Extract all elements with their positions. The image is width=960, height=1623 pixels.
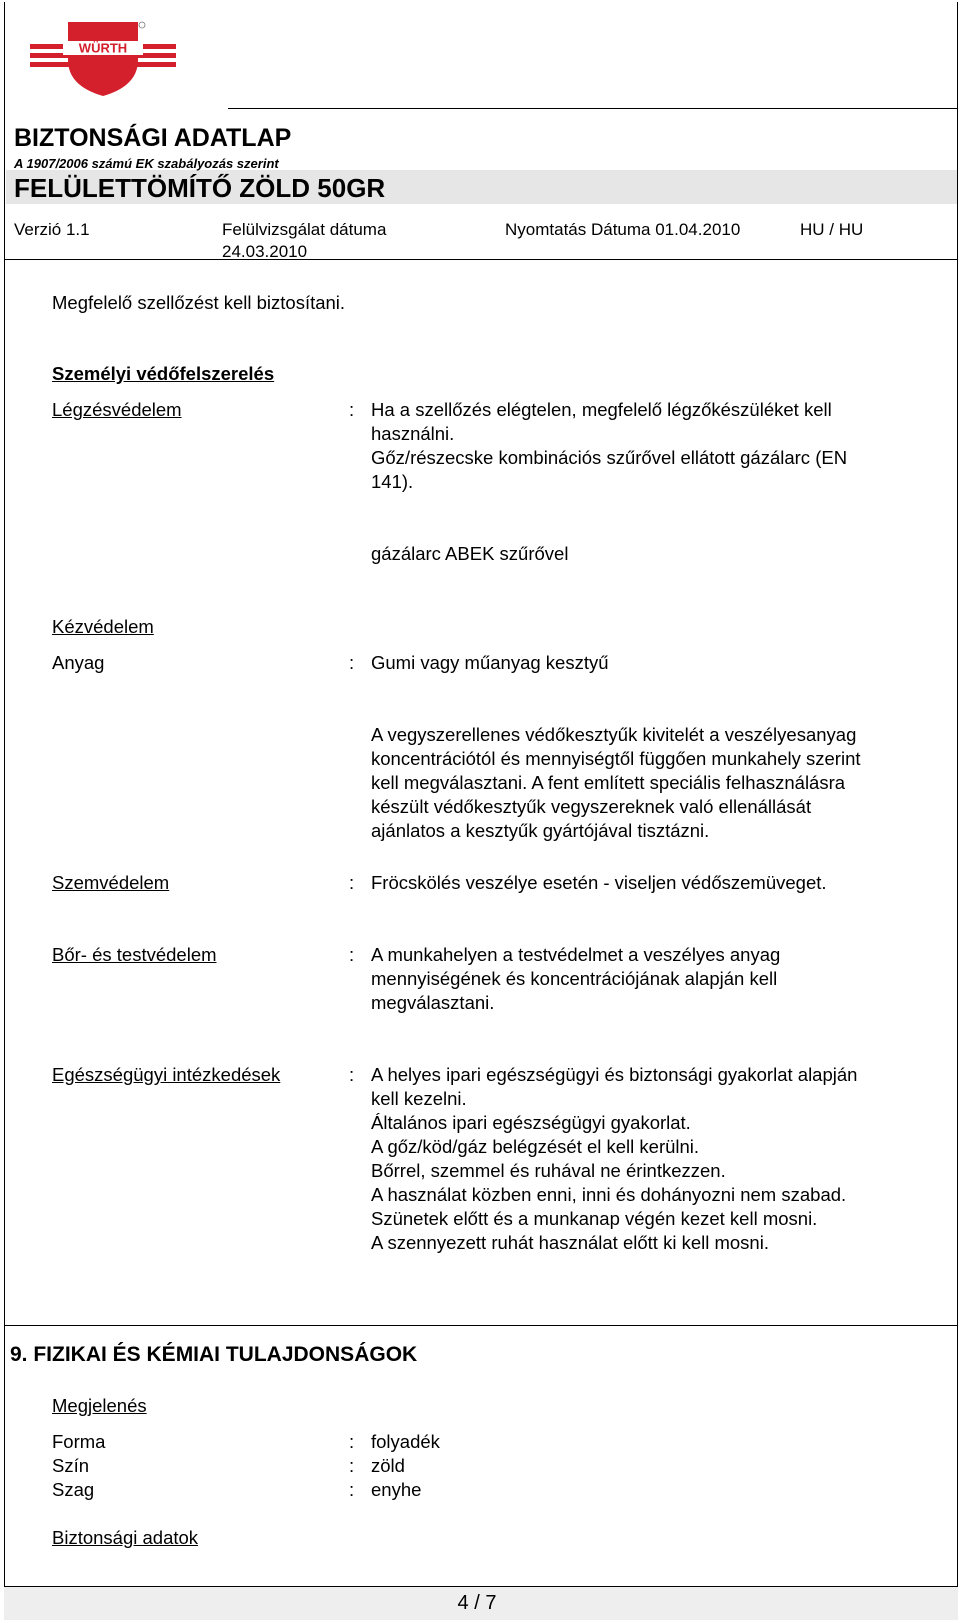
skin-line: A munkahelyen a testvédelmet a veszélyes anyag (371, 944, 781, 965)
colon: : (349, 399, 355, 420)
hygiene-label: Egészségügyi intézkedések (52, 1064, 281, 1085)
ppe-heading: Személyi védőfelszerelés (52, 363, 275, 384)
wurth-logo (30, 20, 176, 98)
hygiene-line: A használat közben enni, inni és dohányozni nem szabad. (371, 1184, 847, 1205)
glove-note (371, 723, 931, 843)
colon: : (349, 872, 355, 893)
hygiene-line: Szünetek előtt és a munkanap végén kezet kell mosni. (371, 1208, 818, 1229)
form-label: Forma (52, 1431, 106, 1452)
glove-note-line: A vegyszerellenes védőkesztyűk kivitelét a veszélyesanyag (371, 724, 857, 745)
hygiene-line: A szennyezett ruhát használat előtt ki kell mosni. (371, 1232, 769, 1253)
colon: : (349, 944, 355, 965)
doc-title: BIZTONSÁGI ADATLAP (14, 124, 292, 152)
hygiene-line: Általános ipari egészségügyi gyakorlat. (371, 1112, 691, 1133)
eye-value: Fröcskölés veszélye esetén - viseljen védőszemüveget. (371, 872, 827, 893)
color-value: zöld (371, 1455, 405, 1476)
respiratory-line: használni. (371, 423, 455, 444)
locale: HU / HU (800, 220, 864, 239)
glove-note-line: ajánlatos a kesztyűk gyártójával tisztázni. (371, 820, 710, 841)
skin-line: megválasztani. (371, 992, 495, 1013)
revision-date: 24.03.2010 (222, 242, 308, 261)
colon: : (349, 1064, 355, 1085)
hygiene-line: A gőz/köd/gáz belégzését el kell kerülni. (371, 1136, 700, 1157)
revision-label: Felülvizsgálat dátuma (222, 220, 387, 239)
hygiene-value (371, 1063, 931, 1255)
odor-value: enyhe (371, 1479, 422, 1500)
hand-heading: Kézvédelem (52, 616, 154, 637)
skin-value (371, 943, 931, 1015)
header-rule-bottom (4, 259, 958, 260)
svg-text:WÜRTH: WÜRTH (78, 40, 128, 56)
section-9-title: 9. FIZIKAI ÉS KÉMIAI TULAJDONSÁGOK (10, 1343, 418, 1366)
regulation-note: A 1907/2006 számú EK szabályozás szerint (14, 156, 279, 171)
print-date: Nyomtatás Dátuma 01.04.2010 (505, 220, 741, 239)
respiratory-line: Ha a szellőzés elégtelen, megfelelő légzőkészüléket kell (371, 399, 832, 420)
safety-data-heading: Biztonsági adatok (52, 1527, 199, 1548)
colon: : (349, 1431, 355, 1452)
odor-label: Szag (52, 1479, 95, 1500)
eye-label: Szemvédelem (52, 872, 170, 893)
hygiene-line: kell kezelni. (371, 1088, 467, 1109)
skin-label: Bőr- és testvédelem (52, 944, 217, 965)
material-value: Gumi vagy műanyag kesztyű (371, 652, 609, 673)
material-label: Anyag (52, 652, 105, 673)
version: Verzió 1.1 (14, 220, 90, 239)
form-value: folyadék (371, 1431, 440, 1452)
hygiene-line: A helyes ipari egészségügyi és biztonsági gyakorlat alapján (371, 1064, 858, 1085)
hygiene-line: Bőrrel, szemmel és ruhával ne érintkezzen. (371, 1160, 726, 1181)
appearance-heading: Megjelenés (52, 1395, 147, 1416)
product-name: FELÜLETTÖMÍTŐ ZÖLD 50GR (14, 173, 386, 203)
glove-note-line: kell megválasztani. A fent említett speciális felhasználásra (371, 772, 846, 793)
glove-note-line: készült védőkesztyűk vegyszereknek való ellenállását (371, 796, 812, 817)
colon: : (349, 1455, 355, 1476)
page-number: 4 / 7 (457, 1592, 497, 1614)
colon: : (349, 652, 355, 673)
section-rule (4, 1325, 958, 1326)
skin-line: mennyiségének és koncentrációjának alapján kell (371, 968, 778, 989)
respiratory-filter: gázálarc ABEK szűrővel (371, 543, 569, 564)
color-label: Szín (52, 1455, 90, 1476)
respiratory-line: 141). (371, 471, 414, 492)
respiratory-label: Légzésvédelem (52, 399, 182, 420)
glove-note-line: koncentrációtól és mennyiségtől függően munkahely szerint (371, 748, 861, 769)
colon: : (349, 1479, 355, 1500)
respiratory-value (371, 398, 931, 494)
respiratory-line: Gőz/részecske kombinációs szűrővel ellátott gázálarc (EN (371, 447, 848, 468)
ventilation-note: Megfelelő szellőzést kell biztosítani. (52, 292, 346, 313)
header-rule-top (228, 108, 958, 109)
